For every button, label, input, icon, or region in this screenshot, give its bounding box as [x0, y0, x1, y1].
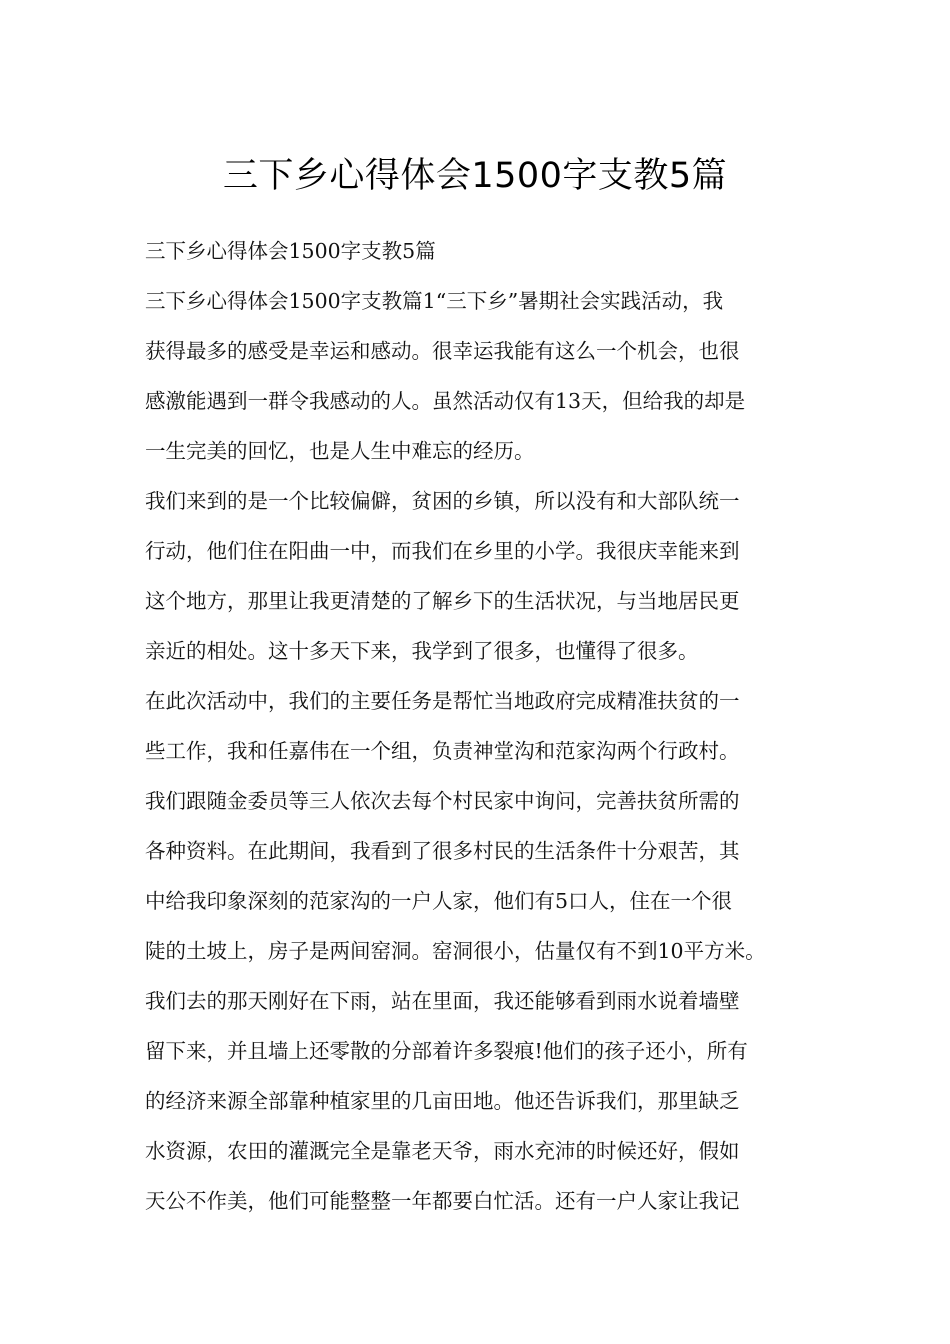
text-line: 行动，他们住在阳曲一中，而我们在乡里的小学。我很庆幸能来到: [145, 539, 740, 563]
text-line: 水资源，农田的灌溉完全是靠老天爷，雨水充沛的时候还好，假如: [145, 1139, 740, 1163]
text-line: 获得最多的感受是幸运和感动。很幸运我能有这么一个机会，也很: [145, 339, 740, 363]
text-line: 亲近的相处。这十多天下来，我学到了很多，也懂得了很多。: [145, 639, 699, 663]
text-line: 我们来到的是一个比较偏僻，贫困的乡镇，所以没有和大部队统一: [145, 489, 740, 513]
text-line: 些工作，我和任嘉伟在一个组，负责神堂沟和范家沟两个行政村。: [145, 739, 740, 763]
text-line: 感激能遇到一群令我感动的人。虽然活动仅有13天，但给我的却是: [145, 389, 746, 413]
text-line: 天公不作美，他们可能整整一年都要白忙活。还有一户人家让我记: [145, 1189, 740, 1213]
text-line: 我们跟随金委员等三人依次去每个村民家中询问，完善扶贫所需的: [145, 789, 740, 813]
text-line: 三下乡心得体会1500字支教篇1“三下乡”暑期社会实践活动，我: [145, 289, 724, 313]
text-line: 一生完美的回忆，也是人生中难忘的经历。: [145, 439, 535, 463]
text-line: 中给我印象深刻的范家沟的一户人家，他们有5口人，住在一个很: [145, 889, 733, 913]
document-body: [145, 226, 835, 1226]
text-line: 留下来，并且墙上还零散的分部着许多裂痕!他们的孩子还小，所有: [145, 1039, 748, 1063]
document-title: 三下乡心得体会1500字支教5篇: [222, 156, 728, 197]
text-line: 陡的土坡上，房子是两间窑洞。窑洞很小，估量仅有不到10平方米。: [145, 939, 766, 963]
text-line: 这个地方，那里让我更清楚的了解乡下的生活状况，与当地居民更: [145, 589, 740, 613]
text-line: 三下乡心得体会1500字支教5篇: [145, 239, 436, 263]
text-line: 我们去的那天刚好在下雨，站在里面，我还能够看到雨水说着墙壁: [145, 989, 740, 1013]
text-line: 的经济来源全部靠种植家里的几亩田地。他还告诉我们，那里缺乏: [145, 1089, 740, 1113]
text-line: 在此次活动中，我们的主要任务是帮忙当地政府完成精准扶贫的一: [145, 689, 740, 713]
text-line: 各种资料。在此期间，我看到了很多村民的生活条件十分艰苦，其: [145, 839, 740, 863]
